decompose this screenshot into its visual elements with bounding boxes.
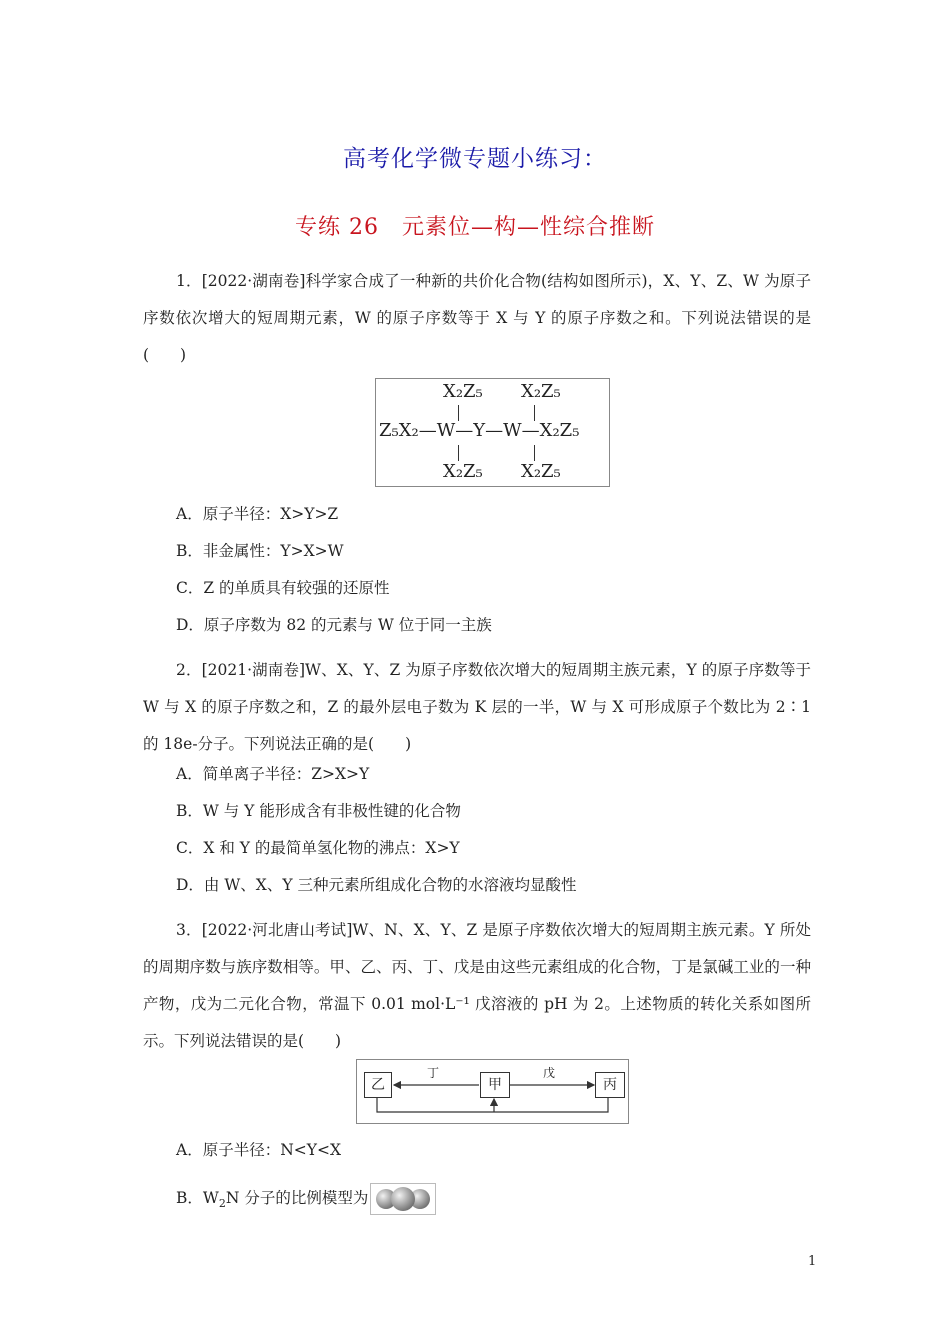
structure-diagram xyxy=(375,378,610,487)
q3-option-b: B．$W_2N$ 分子的比例模型为 xyxy=(176,1180,436,1222)
q2-option-c: C．X 和 Y 的最简单氢化物的沸点：X>Y xyxy=(176,839,460,857)
conversion-diagram xyxy=(356,1059,629,1124)
q2-option-d: D．由 W、X、Y 三种元素所组成化合物的水溶液均显酸性 xyxy=(176,876,577,894)
question-3-text: 3．[2022·河北唐山考试]W、N、X、Y、Z 是原子序数依次增大的短周期主族元素。Y 所处的周期序数与族序数相等。甲、乙、丙、丁、戊是由这些元素组成的化合物，丁是氯碱工业的一种产物，戊为二元化合物，常温下 0.01 mol·L⁻¹ 戊溶液的 pH 为 2。上述物质的转化关系如图所示。下列说法错误的是( ) xyxy=(143,921,811,1050)
q1-option-b: B．非金属性：Y>X>W xyxy=(176,542,344,560)
group-top-left: X₂Z₅ xyxy=(443,381,483,402)
group-top-right: X₂Z₅ xyxy=(521,381,561,402)
page-title: 高考化学微专题小练习： xyxy=(343,146,607,172)
bond-top-right xyxy=(534,405,535,421)
label-ding: 丁 xyxy=(427,1066,440,1080)
space-filling-model-image xyxy=(370,1183,436,1215)
node-yi: 乙 xyxy=(364,1072,392,1098)
bond-bottom-right xyxy=(534,445,535,461)
page-number: 1 xyxy=(808,1254,817,1269)
q3-option-a: A．原子半径：N<Y<X xyxy=(176,1141,341,1159)
q1-option-a: A．原子半径：X>Y>Z xyxy=(176,505,339,523)
question-2-text: 2．[2021·湖南卷]W、X、Y、Z 为原子序数依次增大的短周期主族元素，Y 的原子序数等于 W 与 X 的原子序数之和，Z 的最外层电子数为 K 层的一半，W 与 X 可形成原子个数比为 2∶1 的 18e-分子。下列说法正确的是( ) xyxy=(143,661,811,753)
q2-option-a: A．简单离子半径：Z>X>Y xyxy=(176,765,370,783)
bottom-line xyxy=(377,1098,608,1112)
q1-option-d: D．原子序数为 82 的元素与 W 位于同一主族 xyxy=(176,616,492,634)
group-bottom-right: X₂Z₅ xyxy=(521,461,561,482)
q1-option-c: C．Z 的单质具有较强的还原性 xyxy=(176,579,390,597)
group-bottom-left: X₂Z₅ xyxy=(443,461,483,482)
structure-chain: Z₅X₂—W—Y—W—X₂Z₅ xyxy=(379,420,580,441)
question-1-text: 1．[2022·湖南卷]科学家合成了一种新的共价化合物(结构如图所示)，X、Y、Z、W 为原子序数依次增大的短周期元素，W 的原子序数等于 X 与 Y 的原子序数之和。下列说法错误的是( ) xyxy=(143,272,811,364)
q2-option-b: B．W 与 Y 能形成含有非极性键的化合物 xyxy=(176,802,461,820)
bond-bottom-left xyxy=(458,445,459,461)
node-jia: 甲 xyxy=(480,1072,510,1098)
node-bing: 丙 xyxy=(595,1072,625,1098)
page-subtitle: 专练 26 元素位—构—性综合推断 xyxy=(295,215,655,240)
label-wu: 戊 xyxy=(543,1066,556,1080)
bond-top-left xyxy=(458,405,459,421)
